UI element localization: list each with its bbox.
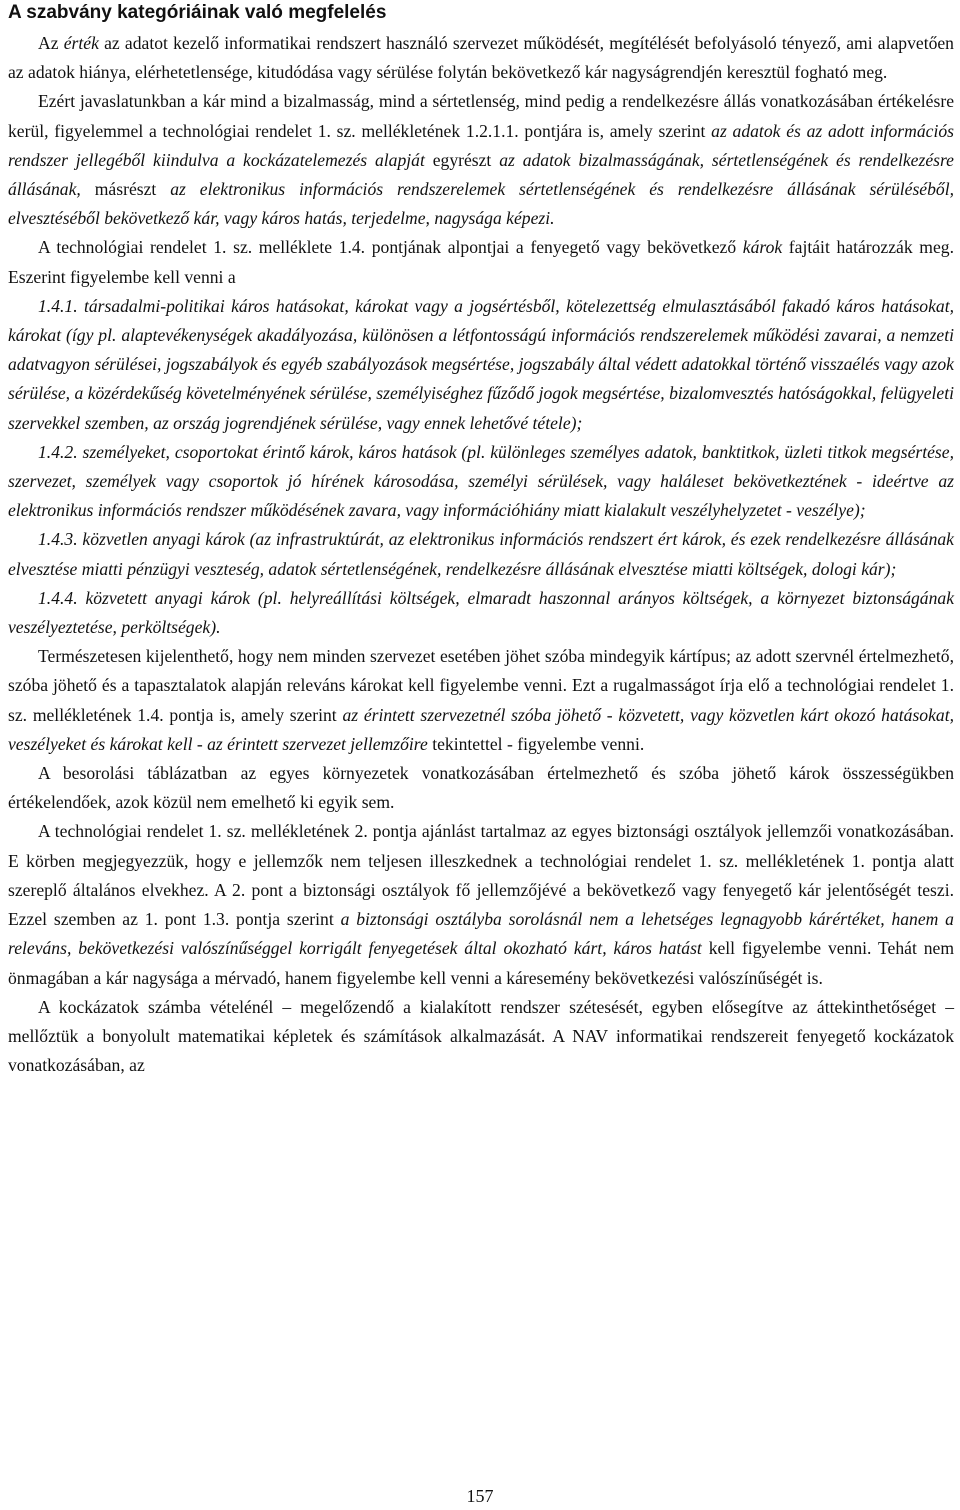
italic-run: az adatok bizalmasságának, sértetlenségének és rendelkezésre állásának, (8, 149, 954, 200)
paragraph-flexibility (8, 642, 954, 759)
list-item-1-4-1 (8, 292, 954, 438)
italic-run: az elektronikus információs rendszerelemek sértetlenségének és rendelkezésre állásának sérüléséből, elvesztéséből bekövetkező kár, vagy káros hatás, terjedelme, nagysága képezi. (8, 179, 954, 229)
italic-run: károk (742, 237, 783, 258)
italic-run: érték (63, 33, 99, 53)
text-run: Az (38, 33, 64, 53)
italic-run: 1.4.2. személyeket, csoportokat érintő károk, káros hatások (pl. különleges személyes adatok, banktitkok, üzleti titkok megsértése, szervezet, személyek vagy csoportok jó hírének károsodása, személyi sérülések, vagy haláleset bekövetkeztének - ideértve az elektronikus információs rendszer működésének zavara, vagy információhiány miatt kialakult veszélyhelyzetet - veszélye); (8, 441, 954, 521)
list-item-1-4-2 (8, 438, 954, 526)
italic-run: 1.4.4. közvetett anyagi károk (pl. helyreállítási költségek, elmaradt haszonnal arányos költségek, a környezet biztonságának veszélyeztetése, perköltségek). (8, 587, 954, 638)
text-run: Természetesen kijelenthető, hogy nem minden szervezet esetében jöhet szóba mindegyik kártípus; az adott szervnél értelmezhető, szóba jöhető és a tapasztalatok alapján releváns károkat kell figyelembe venni. Ezt a rugalmasságot írja elő a technológiai rendelet 1. sz. mellékletének 1.4. pontja is, amely szerint (8, 646, 954, 725)
paragraph-risk-assessment (8, 993, 954, 1081)
body-text (8, 29, 954, 1080)
text-run: kell figyelembe venni. Tehát nem önmagában a kár nagysága a mérvadó, hanem figyelembe kell venni a káresemény bekövetkezési valószínűségét is. (8, 938, 954, 988)
paragraph-value-definition (8, 29, 954, 87)
paragraph-classification-table (8, 759, 954, 817)
text-run: A technológiai rendelet 1. sz. melléklete 1.4. pontjának alpontjai a fenyegető vagy bekövetkező (38, 237, 743, 258)
paragraph-damage-types-intro (8, 233, 954, 291)
text-run: A kockázatok számba vételénél – megelőzendő a kialakított rendszer szétesését, egyben elősegítve az áttekinthetőséget – mellőztük a bonyolult matematikai képletek és számítások alkalmazását. A NAV informatikai rendszereit fenyegető kockázatok vonatkozásában, az (8, 996, 954, 1076)
text-run: fajtáit határozzák meg. Eszerint figyelembe kell venni a (8, 237, 954, 287)
text-run: A besorolási táblázatban az egyes környezetek vonatkozásában értelmezhető és szóba jöhető károk összességükben értékelendőek, azok közül nem emelhető ki egyik sem. (8, 763, 954, 813)
section-heading: A szabvány kategóriáinak való megfelelés (8, 2, 387, 23)
paragraph-security-classes (8, 817, 954, 992)
text-run: Ezért javaslatunkban a kár mind a bizalmasság, mind a sértetlenség, mind pedig a rendelkezésre állás vonatkozásában értékelésre kerül, figyelemmel a technológiai rendelet 1. sz. mellékletének 1.2.1.1. pontjára is, amely szerint (8, 91, 954, 141)
italic-run: 1.4.3. közvetlen anyagi károk (az infrastruktúrát, az elektronikus információs rendszert ért károk, és ezek rendelkezésre állásának elvesztése miatti pénzügyi veszteség, adatok sértetlenségének, rendelkezésre állásának elvesztése miatti költségek, dologi kár); (8, 529, 954, 579)
italic-run: 1.4.1. társadalmi-politikai káros hatásokat, károkat vagy a jogsértésből, kötelezettség elmulasztásából fakadó káros hatásokat, károkat (így pl. alaptevékenységek akadályozása, különösen a létfontosságú információs rendszerelemek működési zavarai, a nemzeti adatvagyon sérülései, jogszabályok és egyéb szabályozások megsértése, jogszabály által védett adatokkal történő visszaélés vagy azok sérülése, a közérdekűség követelményének sérülése, személyiséghez fűződő jogok megsértése, bizalomvesztés hatóságokkal, felügyeleti szervekkel szemben, az ország jogrendjének sérülése, vagy ennek lehetővé tétele); (8, 295, 954, 433)
text-run: az adatot kezelő informatikai rendszert használó szervezet működését, megítélését befolyásoló tényező, ami alapvetően az adatok hiánya, elérhetetlensége, kitudódása vagy sérülése folytán bekövetkező kár nagyságrendjén keresztül fogható meg. (8, 33, 954, 83)
italic-run: az érintett szervezetnél szóba jöhető - közvetett, vagy közvetlen kárt okozó hatásokat, veszélyeket és károkat kell - az érintett szervezet jellemzőire (8, 704, 954, 754)
italic-run: az adatok és az adott információs rendszer jellegéből kiindulva a kockázatelemezés alapját (8, 120, 954, 170)
text-run: egyrészt (424, 149, 500, 170)
text-run: tekintettel - figyelembe venni. (427, 733, 645, 754)
list-item-1-4-3 (8, 525, 954, 583)
paragraph-damage-evaluation (8, 87, 954, 233)
text-run: A technológiai rendelet 1. sz. mellékletének 2. pontja ajánlást tartalmaz az egyes biztonsági osztályok jellemzői vonatkozásában. E körben megjegyezzük, hogy e jellemzők nem teljesen illeszkednek a technológiai rendelet 1. sz. mellékletének 1. pontja alatt szereplő általános elvekhez. A 2. pont a biztonsági osztályok fő jellemzőjévé a bekövetkező vagy fenyegető kár jelentőségét teszi. Ezzel szemben az 1. pont 1.3. pontja szerint (8, 821, 954, 930)
list-item-1-4-4 (8, 584, 954, 642)
text-run: másrészt (80, 179, 171, 200)
page-number: 157 (466, 1486, 494, 1506)
italic-run: a biztonsági osztályba sorolásnál nem a lehetséges legnagyobb kárértéket, hanem a releváns, bekövetkezési valószínűséggel korrigált fenyegetések által okozható kárt, káros hatást (8, 909, 954, 959)
